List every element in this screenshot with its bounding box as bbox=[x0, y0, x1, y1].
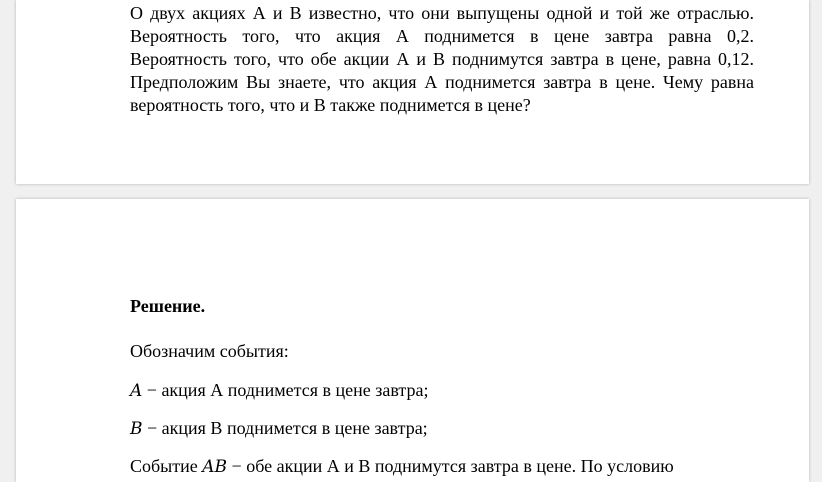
event-a-text: акция А поднимется в цене завтра; bbox=[161, 380, 429, 400]
event-ab-dash: − bbox=[231, 456, 242, 476]
page-bottom bbox=[16, 199, 809, 482]
event-a-dash: − bbox=[146, 380, 157, 400]
event-ab-definition bbox=[130, 455, 674, 479]
page-top bbox=[16, 0, 809, 184]
event-b-text: акция В поднимется в цене завтра; bbox=[161, 418, 428, 438]
problem-line-5: вероятность того, что и В также поднимется в цене? bbox=[130, 95, 531, 115]
problem-line-2: Вероятность того, что акция А поднимется в цене завтра равна 0,2. bbox=[130, 26, 754, 46]
event-ab-symbol: AB bbox=[202, 457, 228, 477]
problem-line-4: Предположим Вы знаете, что акция А поднимется завтра в цене. Чему равна bbox=[130, 72, 754, 92]
event-b-symbol: B bbox=[130, 419, 143, 439]
event-a-symbol: A bbox=[130, 381, 143, 401]
event-b-dash: − bbox=[147, 418, 158, 438]
solution-heading: Решение. bbox=[130, 296, 206, 316]
event-ab-text: обе акции А и В поднимутся завтра в цене. По условию bbox=[246, 456, 674, 476]
solution-intro: Обозначим события: bbox=[130, 341, 289, 361]
problem-statement bbox=[130, 2, 754, 117]
problem-line-1: О двух акциях А и В известно, что они выпущены одной и той же отраслью. bbox=[130, 3, 754, 23]
event-a-definition bbox=[130, 379, 428, 403]
event-b-definition bbox=[130, 417, 428, 441]
event-ab-prefix: Событие bbox=[130, 456, 198, 476]
problem-line-3: Вероятность того, что обе акции А и В поднимутся завтра в цене, равна 0,12. bbox=[130, 49, 754, 69]
